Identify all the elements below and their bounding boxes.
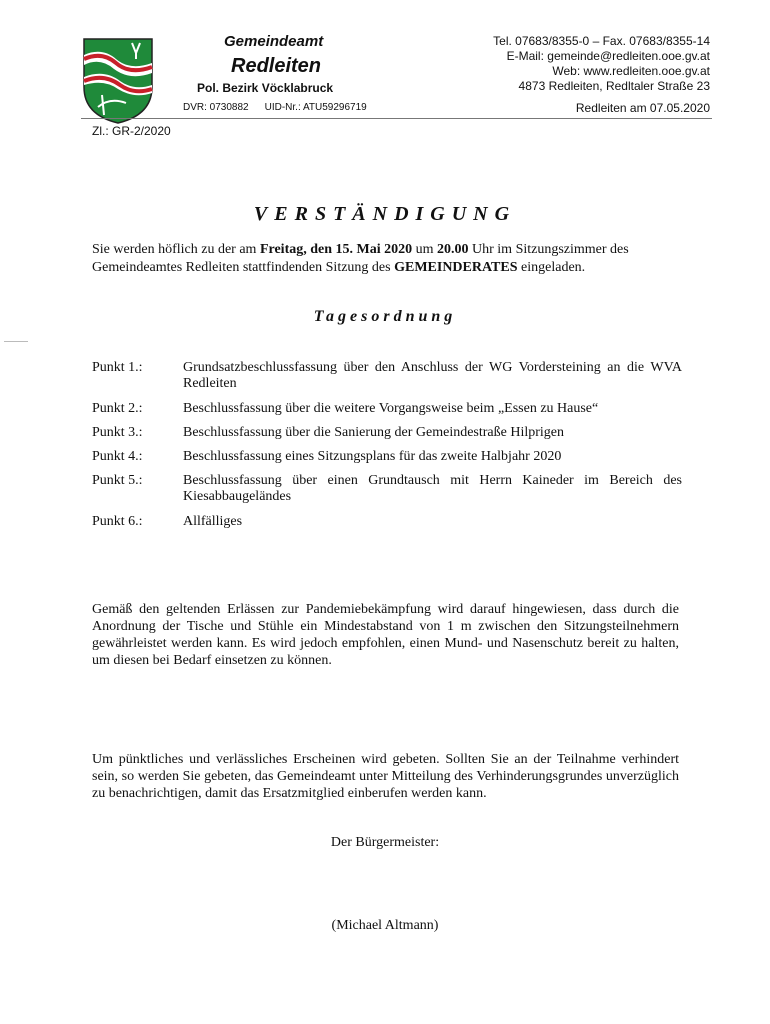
contact-web: Web: www.redleiten.ooe.gv.at [552, 64, 710, 78]
contact-block [493, 34, 710, 94]
document-title: VERSTÄNDIGUNG [253, 203, 517, 225]
intro-part2: um [412, 242, 438, 257]
agenda-item [92, 401, 682, 417]
dvr-number: DVR: 0730882 [183, 102, 249, 113]
intro-part1: Sie werden höflich zu der am [92, 242, 260, 257]
agenda-item-text: Grundsatzbeschlussfassung über den Anschluss der WG Vordersteining an die WVA Redleiten [183, 360, 682, 391]
signature-name: (Michael Altmann) [331, 918, 439, 933]
meeting-body: GEMEINDERATES [394, 260, 518, 275]
intro-part3: Uhr im Sitzungszimmer des Gemeindeamtes Redleiten stattfindenden Sitzung des [92, 242, 629, 275]
contact-phone: Tel. 07683/8355-0 – Fax. 07683/8355-14 [493, 34, 710, 48]
invitation-text [92, 241, 692, 277]
agenda-item-text: Beschlussfassung eines Sitzungsplans für das zweite Halbjahr 2020 [183, 449, 562, 464]
meeting-day: Freitag, den 15. Mai 2020 [259, 242, 413, 257]
intro-part4: eingeladen. [517, 260, 586, 275]
attendance-notice: Um pünktliches und verlässliches Erscheinen wird gebeten. Sollten Sie an der Teilnahme verhindert sein, so werden Sie gebeten, das Gemeindeamt unter Mitteilung des Verhinderungsgrundes unverzüglich zu benachrichtigen, damit das Ersatzmitglied einberufen werden kann. [92, 752, 679, 801]
agenda-item [92, 449, 682, 465]
agenda-item [92, 360, 682, 392]
agenda-item-text: Beschlussfassung über die weitere Vorgangsweise beim „Essen zu Hause“ [183, 401, 599, 416]
agenda-item [92, 425, 682, 441]
agenda-item-text: Allfälliges [183, 514, 243, 529]
agenda-item-text: Beschlussfassung über einen Grundtausch mit Herrn Kaineder im Bereich des Kiesabbaugeländes [183, 473, 682, 504]
agenda-item [92, 514, 682, 530]
contact-address: 4873 Redleiten, Redltaler Straße 23 [518, 79, 710, 93]
header-divider [81, 118, 712, 119]
registration-ids [183, 102, 367, 113]
reference-number: Zl.: GR-2/2020 [92, 124, 171, 138]
org-name: Gemeindeamt [224, 33, 324, 50]
contact-email: E-Mail: gemeinde@redleiten.ooe.gv.at [506, 49, 710, 63]
agenda-item-number: Punkt 4.: [92, 449, 143, 464]
district-name: Pol. Bezirk Vöcklabruck [197, 81, 334, 95]
agenda-title: Tagesordnung [313, 308, 457, 325]
town-name: Redleiten [231, 55, 322, 77]
agenda-item-number: Punkt 1.: [92, 360, 143, 375]
uid-number: UID-Nr.: ATU59296719 [264, 102, 367, 113]
municipal-coat-of-arms-icon [82, 37, 154, 125]
agenda-item-number: Punkt 5.: [92, 473, 143, 488]
document-date: Redleiten am 07.05.2020 [575, 101, 710, 115]
meeting-time: 20.00 [437, 242, 469, 257]
agenda-item-number: Punkt 3.: [92, 425, 143, 440]
agenda-item-text: Beschlussfassung über die Sanierung der Gemeindestraße Hilprigen [183, 425, 565, 440]
agenda-item [92, 473, 682, 505]
signature-role: Der Bürgermeister: [330, 835, 440, 850]
agenda-item-number: Punkt 6.: [92, 514, 143, 529]
margin-mark [4, 341, 28, 342]
covid-notice: Gemäß den geltenden Erlässen zur Pandemiebekämpfung wird darauf hingewiesen, dass durch die Anordnung der Tische und Stühle ein Mindestabstand von 1 m zwischen den Sitzungsteilnehmern gewährleistet werden kann. Es wird jedoch empfohlen, einen Mund- und Nasenschutz bereit zu halten, um diesen bei Bedarf einsetzen zu können. [92, 602, 679, 668]
agenda-item-number: Punkt 2.: [92, 401, 143, 416]
